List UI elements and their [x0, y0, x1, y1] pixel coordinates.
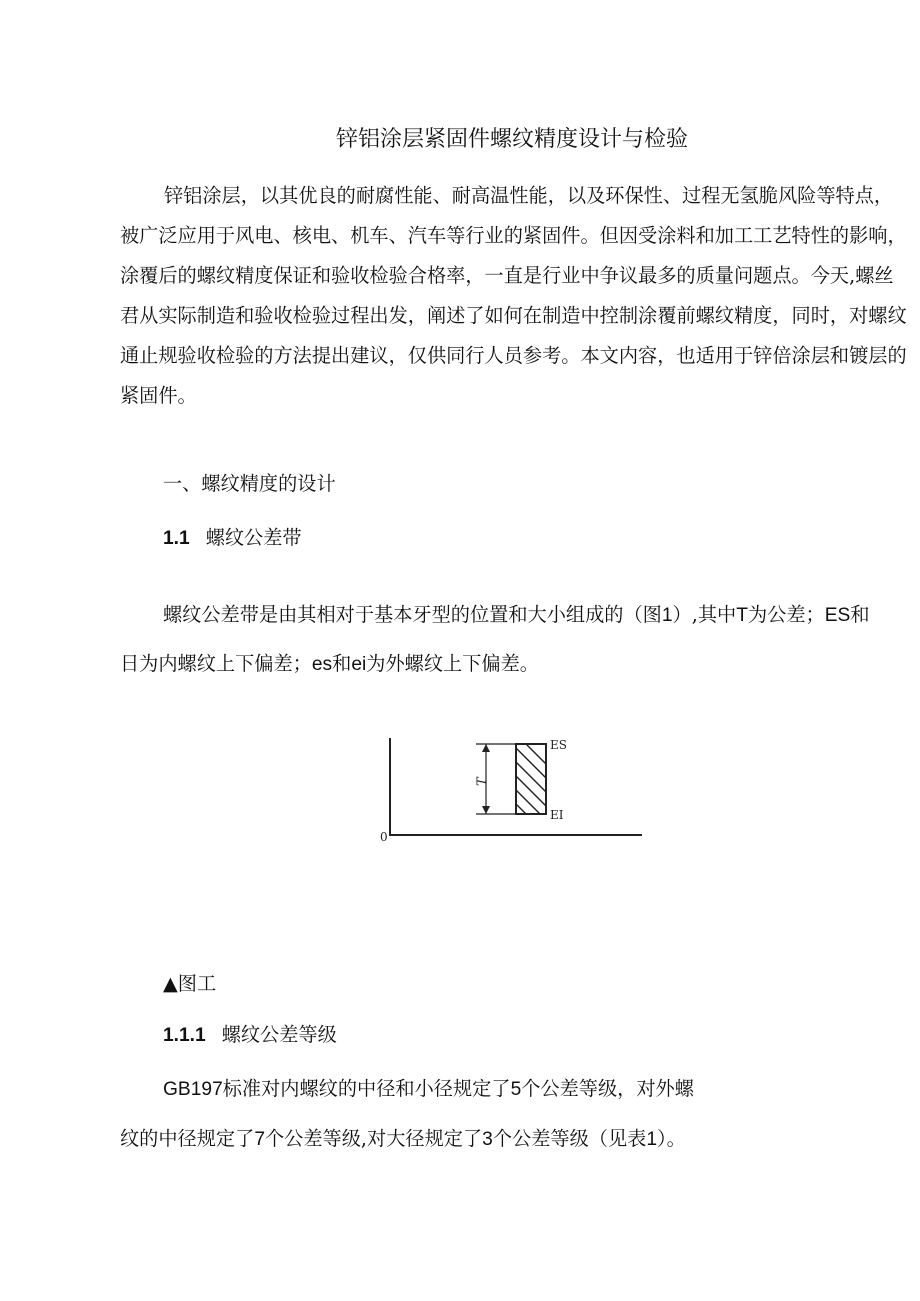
document-title: 锌铝涂层紧固件螺纹精度设计与检验 [335, 127, 688, 152]
arrow-up [482, 744, 490, 752]
grade-count: 7 [254, 1129, 265, 1150]
figure-caption: ▲图工 [163, 972, 217, 995]
tolerance-zone-figure [360, 730, 660, 850]
tolerance-description-line-1 [163, 601, 870, 630]
subsection-heading-1-1-1 [163, 1021, 337, 1050]
gb197-paragraph-line-2 [120, 1125, 686, 1154]
intro-paragraph: 锌铝涂层，以其优良的耐腐性能、耐高温性能，以及环保性、过程无氢脆风险等特点，被广泛应用于风电、核电、机车、汽车等行业的紧固件。但因受涂料和加工工艺特性的影响，涂覆后的螺纹精度保证和验收检验合格率，一直是行业中争议最多的质量问题点。今天,螺丝君从实际制造和验收检验过程出发，阐述了如何在制造中控制涂覆前螺纹精度，同时，对螺纹通止规验收检验的方法提出建议，仅供同行人员参考。本文内容，也适用于锌倍涂层和镀层的紧固件。 [120, 184, 907, 407]
symbol-es-upper: ES [824, 605, 851, 626]
section-heading-one: 一、螺纹精度的设计 [163, 472, 336, 495]
symbol-t: T [736, 605, 748, 626]
text-fragment: ,其中 [691, 603, 737, 626]
es-label: ES [550, 738, 567, 752]
subsection-number: 1.1.1 [163, 1025, 206, 1046]
tolerance-label: T [475, 777, 490, 786]
text-fragment: 纹的中径规定了 [120, 1127, 255, 1150]
tolerance-box [516, 744, 546, 814]
text-fragment: 和 [850, 603, 870, 626]
text-fragment: 个公差等级（见表 [492, 1127, 647, 1150]
ei-label: EI [550, 808, 564, 822]
table-reference: 1） [646, 1129, 667, 1150]
subsection-heading-1-1 [163, 524, 302, 553]
text-fragment: 为外螺纹上下偏差。 [366, 652, 539, 675]
gb197-paragraph-line-1 [163, 1075, 694, 1104]
subsection-label: 螺纹公差等级 [221, 1023, 337, 1046]
arrow-down [482, 806, 490, 814]
symbol-ei-lower: ei [351, 654, 367, 675]
text-fragment: 个公差等级,对大径规定了 [264, 1127, 483, 1150]
text-fragment: 标准对内螺纹的中径和小径规定了 [222, 1077, 511, 1100]
zero-label: 0 [380, 830, 388, 844]
text-fragment: 日为内螺纹上下偏差； [120, 652, 312, 675]
subsection-label: 螺纹公差带 [205, 526, 302, 549]
text-fragment: 和 [332, 652, 352, 675]
text-fragment: 螺纹公差带是由其相对于基本牙型的位置和大小组成的（图 [163, 603, 662, 626]
text-fragment: 为公差； [747, 603, 825, 626]
text-fragment: 个公差等级，对外螺 [521, 1077, 694, 1100]
symbol-es-lower: es [311, 654, 333, 675]
subsection-number: 1.1 [163, 528, 190, 549]
figure-reference: 1） [661, 605, 692, 626]
standard-code: GB197 [163, 1079, 223, 1100]
tolerance-description-line-2 [120, 650, 539, 679]
text-fragment: 。 [666, 1127, 686, 1150]
grade-count: 3 [482, 1129, 493, 1150]
grade-count: 5 [510, 1079, 522, 1100]
